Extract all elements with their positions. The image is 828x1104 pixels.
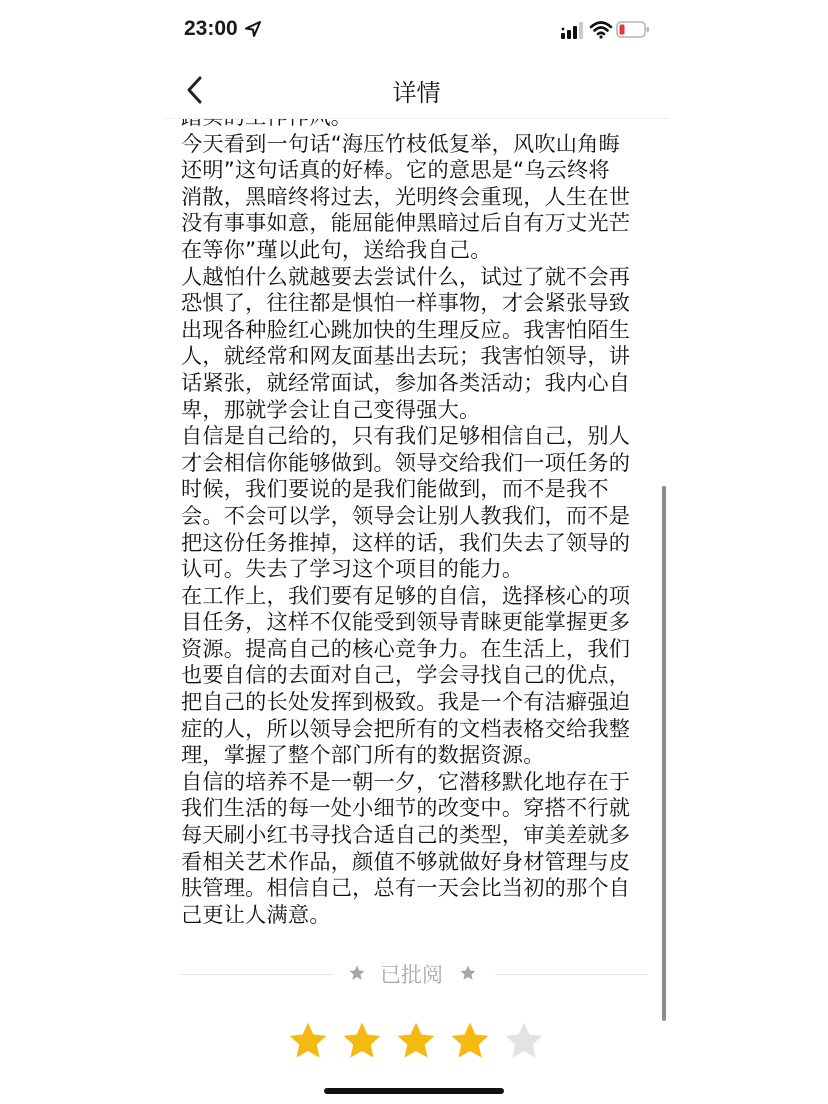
empty-star-icon[interactable]: [503, 1020, 545, 1062]
location-arrow-icon: [244, 20, 262, 38]
article-paragraph: 在工作上，我们要有足够的自信，选择核心的项 目任务，这样不仅能受到领导青睐更能掌握更多 资源。提高自己的核心竞争力。在生活上，我们 也要自信的去面对自己，学会寻找自己的优点， 把自己的长处发挥到极致。我是一个有洁癖强迫 症的人，所以领导会把所有的文档表格交给我整 理，掌握了整个部门所有的数据资源。: [181, 582, 631, 768]
battery-low-icon: [616, 21, 650, 39]
home-indicator: [324, 1088, 504, 1094]
filled-star-icon[interactable]: [395, 1020, 437, 1062]
review-status-label: 已批阅: [380, 963, 443, 987]
filled-star-icon[interactable]: [341, 1020, 383, 1062]
cellular-signal-icon: [560, 20, 584, 40]
divider-line: [495, 974, 647, 975]
small-star-icon: [459, 964, 477, 982]
page-title: 详情: [392, 79, 441, 107]
divider-line: [181, 974, 333, 975]
scrollbar[interactable]: [662, 486, 666, 1021]
wifi-icon: [590, 20, 612, 40]
article-paragraph: 人越怕什么就越要去尝试什么，试过了就不会再 恐惧了，往往都是惧怕一样事物，才会紧张导致 出现各种脸红心跳加快的生理反应。我害怕陌生 人，就经常和网友面基出去玩；我害怕领导，讲 话紧张，就经常面试，参加各类活动；我内心自 卑，那就学会让自己变得强大。: [181, 263, 631, 422]
filled-star-icon[interactable]: [449, 1020, 491, 1062]
navigation-bar: [164, 60, 669, 119]
review-status-divider: [181, 957, 647, 991]
article-paragraph: 自信是自己给的，只有我们足够相信自己，别人 才会相信你能够做到。领导交给我们一项任务的 时候，我们要说的是我们能做到，而不是我不 会。不会可以学，领导会让别人教我们，而不是 把这份任务推掉，这样的话，我们失去了领导的 认可。失去了学习这个项目的能力。: [181, 423, 631, 582]
status-time: 23:00: [184, 17, 238, 40]
small-star-icon: [348, 964, 366, 982]
status-bar: [0, 0, 828, 60]
article-paragraph: 自信的培养不是一朝一夕，它潜移默化地存在于 我们生活的每一处小细节的改变中。穿搭不行就 每天刷小红书寻找合适自己的类型，审美差就多 看相关艺术作品，颜值不够就做好身材管理与皮 肤管理。相信自己，总有一天会比当初的那个自 己更让人满意。: [181, 768, 631, 927]
filled-star-icon[interactable]: [287, 1020, 329, 1062]
article-body: [181, 104, 651, 928]
article-paragraph: 今天看到一句话“海压竹枝低复举，风吹山角晦 还明”这句话真的好棒。它的意思是“乌云终将 消散，黑暗终将过去，光明终会重现，人生在世 没有事事如意，能屈能伸黑暗过后自有万丈光芒 在等你”瑾以此句，送给我自己。: [181, 130, 631, 262]
